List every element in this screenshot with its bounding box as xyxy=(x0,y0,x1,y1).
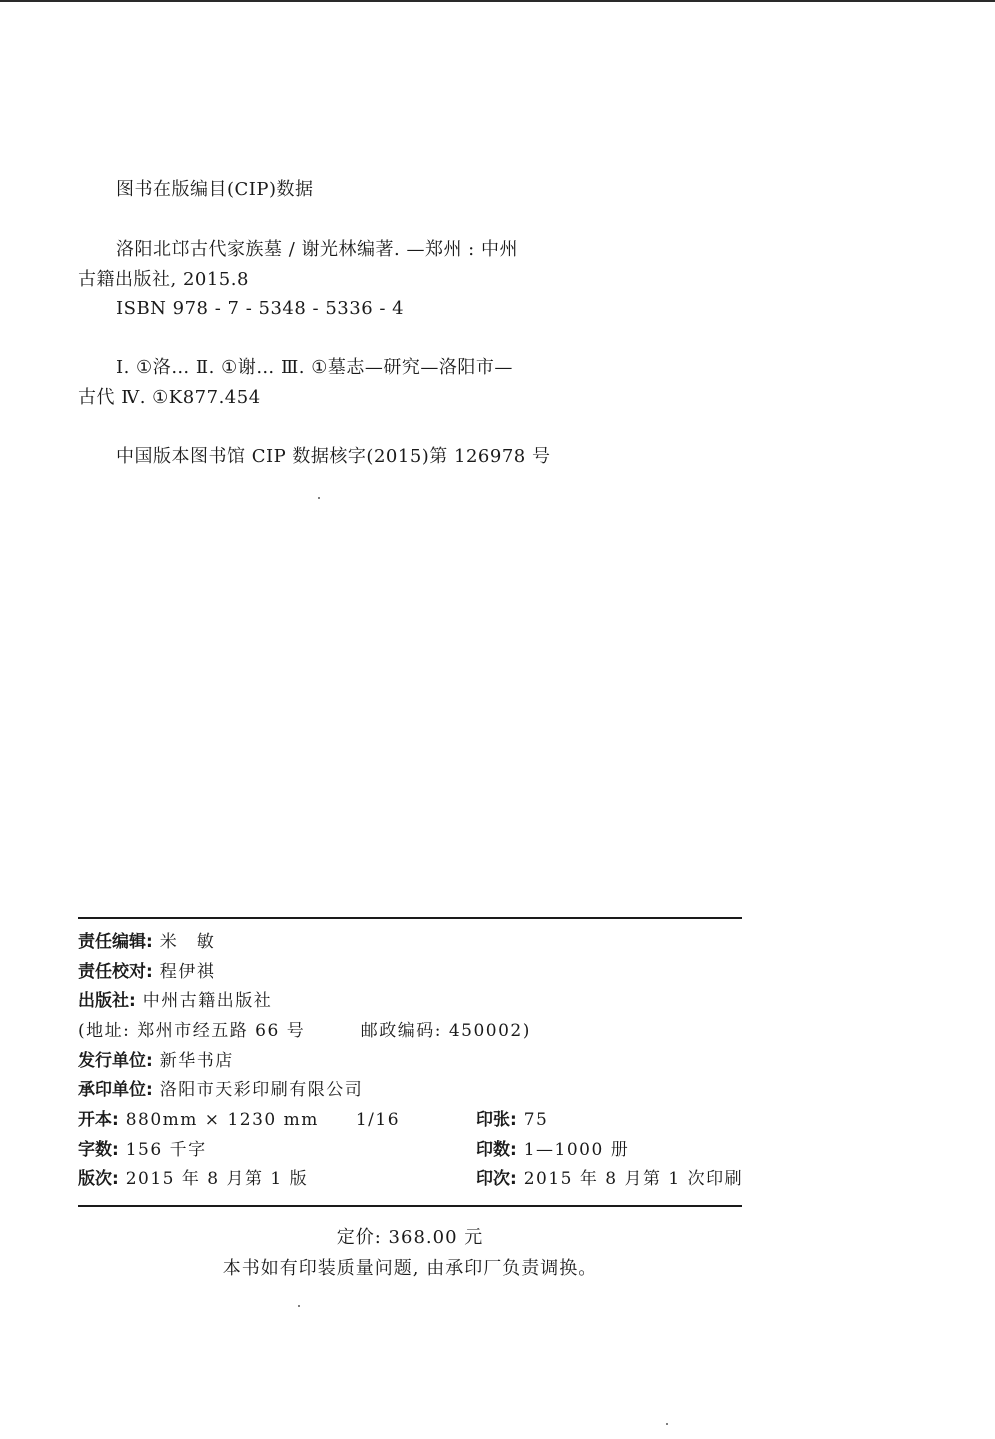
edition-label: 版次: xyxy=(78,1169,119,1189)
cip-subject-line-2: 古代 Ⅳ. ①K877.454 xyxy=(78,387,261,408)
info-top-rule xyxy=(78,917,742,919)
info-row-printer xyxy=(78,1078,363,1102)
printing-cell xyxy=(476,1167,743,1191)
format-value: 880mm × 1230 mm 1/16 xyxy=(125,1110,401,1130)
scan-speck xyxy=(298,1305,300,1307)
sheets-cell xyxy=(476,1108,548,1132)
scan-speck xyxy=(666,1423,668,1425)
cip-record-number: 中国版本图书馆 CIP 数据核字(2015)第 126978 号 xyxy=(116,446,551,467)
edition-value: 2015 年 8 月第 1 版 xyxy=(125,1169,309,1189)
scan-speck xyxy=(318,497,320,499)
info-row-editor xyxy=(78,930,215,954)
price: 定价: 368.00 元 xyxy=(336,1227,484,1248)
printing-value: 2015 年 8 月第 1 次印刷 xyxy=(523,1169,744,1189)
printer-value: 洛阳市天彩印刷有限公司 xyxy=(159,1080,364,1100)
sheets-label: 印张: xyxy=(476,1110,517,1130)
distributor-label: 发行单位: xyxy=(78,1051,153,1071)
info-row-address xyxy=(78,1019,531,1043)
format-label: 开本: xyxy=(78,1110,119,1130)
cip-subject-line-1: Ⅰ. ①洛… Ⅱ. ①谢… Ⅲ. ①墓志—研究—洛阳市— xyxy=(116,357,513,378)
words-label: 字数: xyxy=(78,1140,119,1160)
quality-notice: 本书如有印装质量问题, 由承印厂负责调换。 xyxy=(222,1258,598,1279)
editor-value: 米 敏 xyxy=(159,932,216,952)
proofreader-value: 程伊祺 xyxy=(159,962,216,982)
info-row-proofreader xyxy=(78,960,215,984)
cip-isbn: ISBN 978 - 7 - 5348 - 5336 - 4 xyxy=(116,298,405,319)
copies-cell xyxy=(476,1138,629,1162)
editor-label: 责任编辑: xyxy=(78,932,153,952)
sheets-value: 75 xyxy=(523,1110,549,1130)
address-line: (地址: 郑州市经五路 66 号 邮政编码: 450002) xyxy=(78,1021,531,1041)
info-row-edition xyxy=(78,1167,744,1191)
info-bottom-rule xyxy=(78,1205,742,1207)
copies-value: 1—1000 册 xyxy=(523,1140,630,1160)
printing-label: 印次: xyxy=(476,1169,517,1189)
publisher-label: 出版社: xyxy=(78,991,136,1011)
info-row-distributor xyxy=(78,1049,234,1073)
copies-label: 印数: xyxy=(476,1140,517,1160)
cip-title-line-1: 洛阳北邙古代家族墓 / 谢光林编著. —郑州 : 中州 xyxy=(116,239,518,260)
cip-title-line-2: 古籍出版社, 2015.8 xyxy=(78,269,249,290)
top-border xyxy=(0,0,995,2)
printer-label: 承印单位: xyxy=(78,1080,153,1100)
words-value: 156 千字 xyxy=(125,1140,207,1160)
publisher-value: 中州古籍出版社 xyxy=(142,991,273,1011)
info-row-publisher xyxy=(78,989,272,1013)
cip-heading: 图书在版编目(CIP)数据 xyxy=(116,179,314,200)
info-row-words xyxy=(78,1138,630,1162)
distributor-value: 新华书店 xyxy=(159,1051,234,1071)
proofreader-label: 责任校对: xyxy=(78,962,153,982)
info-row-format xyxy=(78,1108,549,1132)
